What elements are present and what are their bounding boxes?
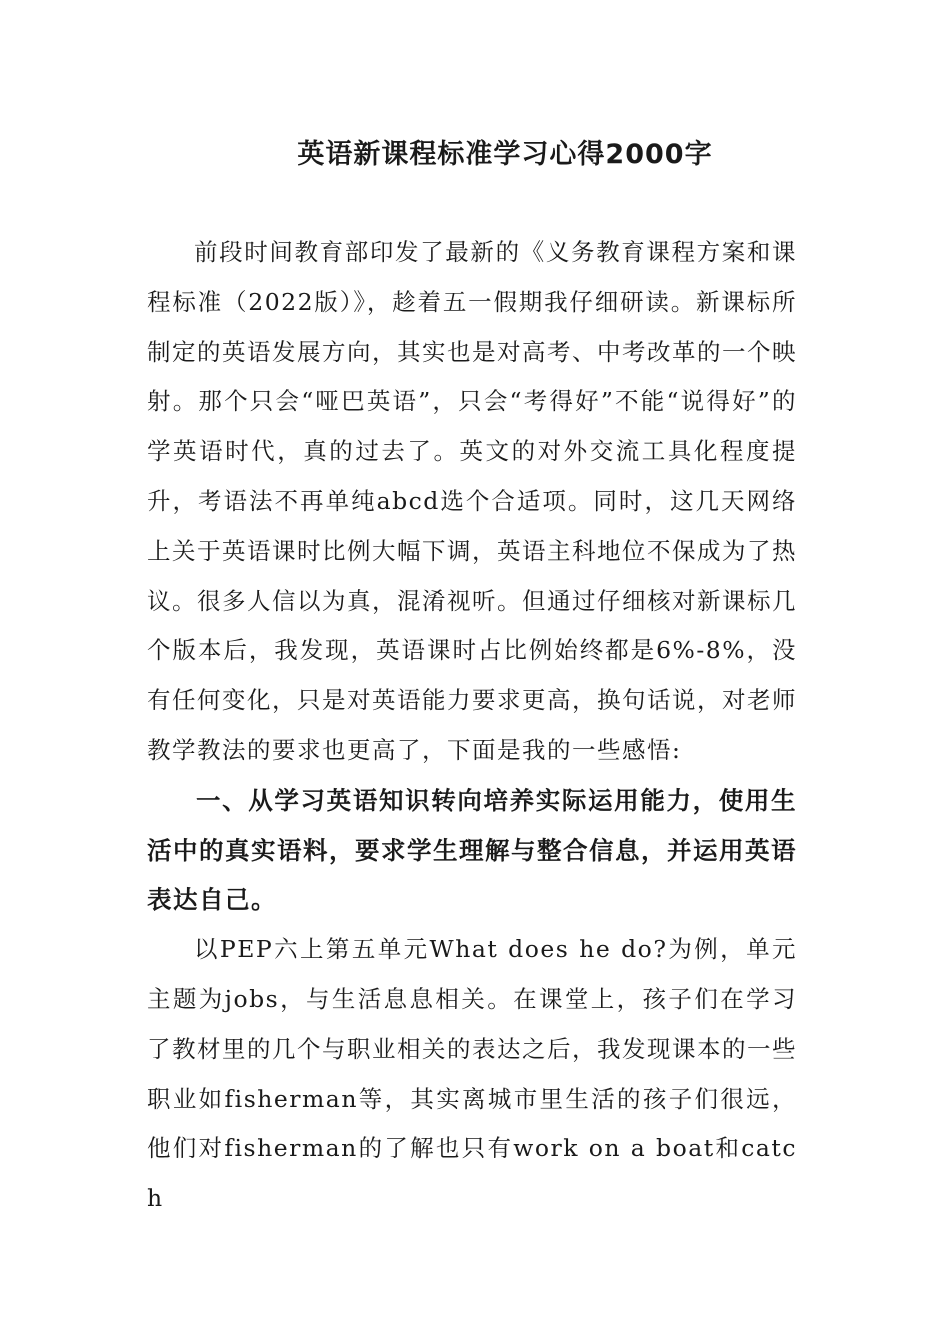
document-body — [147, 228, 797, 1224]
paragraph-example: 以PEP六上第五单元What does he do?为例，单元主题为jobs，与生活息息相关。在课堂上，孩子们在学习了教材里的几个与职业相关的表达之后，我发现课本的一些职业如fisherman等，其实离城市里生活的孩子们很远，他们对fisherman的了解也只有work on a boat和catch — [147, 935, 797, 1213]
paragraph-intro: 前段时间教育部印发了最新的《义务教育课程方案和课程标准（2022版）》，趁着五一假期我仔细研读。新课标所制定的英语发展方向，其实也是对高考、中考改革的一个映射。那个只会“哑巴英语”，只会“考得好”不能“说得好”的学英语时代，真的过去了。英文的对外交流工具化程度提升，考语法不再单纯abcd选个合适项。同时，这几天网络上关于英语课时比例大幅下调，英语主科地位不保成为了热议。很多人信以为真，混淆视听。但通过仔细核对新课标几个版本后，我发现，英语课时占比例始终都是6%-8%，没有任何变化，只是对英语能力要求更高，换句话说，对老师教学教法的要求也更高了，下面是我的一些感悟: — [147, 238, 797, 764]
document-title: 英语新课程标准学习心得2000字 — [297, 139, 713, 170]
section-heading-1: 一、从学习英语知识转向培养实际运用能力，使用生活中的真实语料，要求学生理解与整合信息，并运用英语表达自己。 — [147, 785, 797, 915]
